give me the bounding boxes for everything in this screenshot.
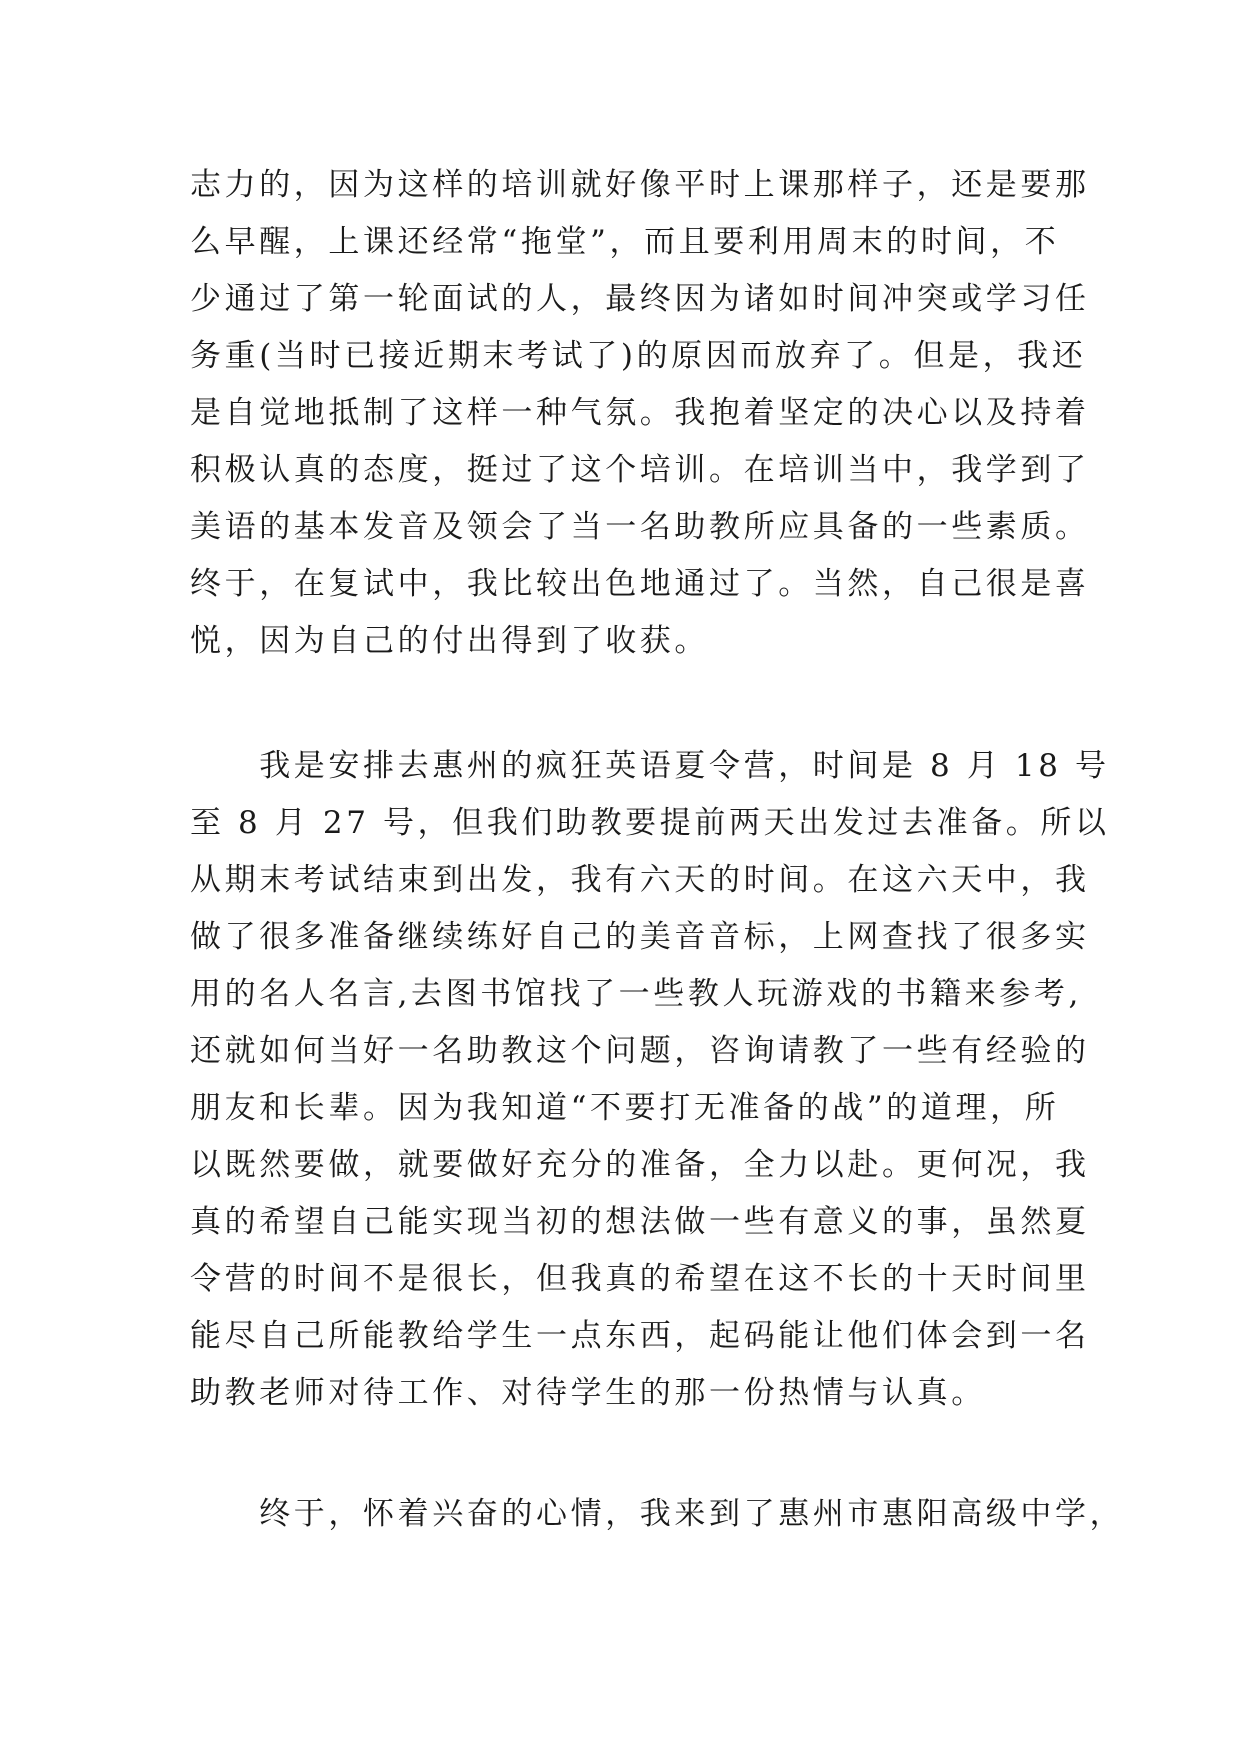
text-line: 助教老师对待工作、对待学生的那一份热情与认真。 — [190, 1375, 986, 1411]
text-line: 真的希望自己能实现当初的想法做一些有意义的事，虽然夏 — [190, 1204, 1090, 1240]
text-line: 美语的基本发音及领会了当一名助教所应具备的一些素质。 — [190, 509, 1090, 545]
text-line: 以既然要做，就要做好充分的准备，全力以赴。更何况，我 — [190, 1147, 1090, 1183]
text-line: 还就如何当好一名助教这个问题，咨询请教了一些有经验的 — [190, 1033, 1090, 1069]
text-line: 令营的时间不是很长，但我真的希望在这不长的十天时间里 — [190, 1261, 1090, 1297]
text-line: 能尽自己所能教给学生一点东西，起码能让他们体会到一名 — [190, 1318, 1090, 1354]
text-line: 少通过了第一轮面试的人，最终因为诸如时间冲突或学习任 — [190, 281, 1090, 317]
text-line: 用的名人名言,去图书馆找了一些教人玩游戏的书籍来参考, — [190, 976, 1082, 1012]
text-line: 朋友和长辈。因为我知道“不要打无准备的战”的道理，所 — [190, 1090, 1060, 1126]
text-line: 务重(当时已接近期末考试了)的原因而放弃了。但是，我还 — [190, 338, 1087, 374]
text-line: 志力的，因为这样的培训就好像平时上课那样子，还是要那 — [190, 167, 1090, 203]
text-line: 终于，怀着兴奋的心情，我来到了惠州市惠阳高级中学， — [190, 1496, 1125, 1532]
paragraph-1 — [190, 157, 1090, 670]
text-line: 么早醒，上课还经常“拖堂”，而且要利用周末的时间，不 — [190, 224, 1060, 260]
paragraph-2 — [190, 738, 1110, 1422]
text-line: 至 8 月 27 号，但我们助教要提前两天出发过去准备。所以 — [190, 805, 1110, 841]
paragraph-3 — [190, 1486, 1125, 1543]
text-line: 终于，在复试中，我比较出色地通过了。当然，自己很是喜 — [190, 566, 1090, 602]
text-line: 从期末考试结束到出发，我有六天的时间。在这六天中，我 — [190, 862, 1090, 898]
text-line: 悦，因为自己的付出得到了收获。 — [190, 623, 709, 659]
text-line: 做了很多准备继续练好自己的美音音标，上网查找了很多实 — [190, 919, 1090, 955]
text-line: 是自觉地抵制了这样一种气氛。我抱着坚定的决心以及持着 — [190, 395, 1090, 431]
text-line: 积极认真的态度，挺过了这个培训。在培训当中，我学到了 — [190, 452, 1090, 488]
text-line: 我是安排去惠州的疯狂英语夏令营，时间是 8 月 18 号 — [190, 748, 1110, 784]
